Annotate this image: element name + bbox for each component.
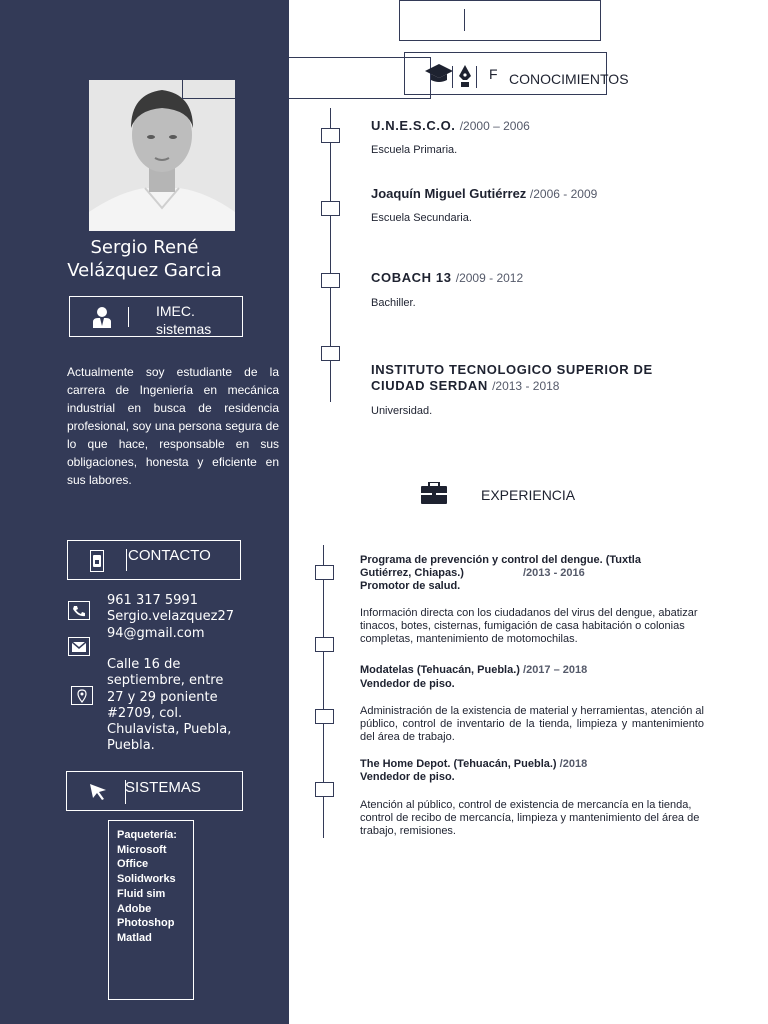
education-date: /2009 - 2012 <box>455 271 524 285</box>
education-item-title <box>371 270 523 285</box>
briefcase-icon <box>421 482 447 509</box>
education-school: U.N.E.S.C.O. <box>371 118 456 133</box>
profile-photo <box>89 80 235 231</box>
knowledge-heading-letter: F <box>489 66 498 82</box>
experience-role: Vendedor de piso. <box>360 678 455 690</box>
timeline-marker <box>315 782 334 797</box>
pen-nib-icon <box>458 64 472 93</box>
education-level: Universidad. <box>371 405 433 417</box>
experience-description: Atención al público, control de existencia de mercancía en la tienda, control de recibo de mercancía, limpieza y mantenimiento del área de trabajo, remisiones. <box>360 799 700 837</box>
timeline-marker <box>321 128 340 143</box>
timeline-marker <box>321 201 340 216</box>
experience-role: Promotor de salud. <box>360 580 461 592</box>
experience-date: /2017 – 2018 <box>523 664 588 676</box>
systems-item: Photoshop <box>117 917 175 930</box>
experience-item-title <box>360 664 706 677</box>
education-item-title <box>371 118 530 133</box>
timeline-marker <box>315 709 334 724</box>
timeline-marker <box>315 637 334 652</box>
systems-item: Adobe <box>117 902 152 915</box>
separator <box>452 66 453 88</box>
systems-item: Paquetería: <box>117 829 177 841</box>
contact-heading-box <box>67 540 241 580</box>
location-icon <box>71 686 93 705</box>
education-item-title-line1: INSTITUTO TECNOLOGICO SUPERIOR DE <box>371 362 653 377</box>
title-box <box>69 296 243 337</box>
systems-item: Office <box>117 858 149 871</box>
education-date: /2000 – 2006 <box>459 119 530 133</box>
experience-date: /2018 <box>559 758 588 770</box>
experience-description: Administración de la existencia de material y herramientas, atención al público, control de inventario de la tienda, limpieza y mantenimiento del área de trabajo. <box>360 705 704 743</box>
cursor-icon <box>89 783 107 806</box>
phone-icon <box>68 601 90 620</box>
systems-heading-box <box>66 771 243 811</box>
name-line-1: Sergio René <box>90 237 199 258</box>
experience-item-title-line1: Programa de prevención y control del dengue. (Tuxtla <box>360 554 641 566</box>
experience-heading: EXPERIENCIA <box>481 487 576 503</box>
timeline-marker <box>315 565 334 580</box>
separator <box>126 549 127 571</box>
systems-item: Solidworks <box>117 873 176 886</box>
top-frame <box>399 0 601 41</box>
systems-list <box>117 828 177 946</box>
timeline-marker <box>321 346 340 361</box>
education-school: CIUDAD SERDAN <box>371 378 488 393</box>
systems-item: Matlad <box>117 931 152 944</box>
systems-heading: SISTEMAS <box>125 779 201 796</box>
education-school: COBACH 13 <box>371 270 452 285</box>
about-text: Actualmente soy estudiante de la carrera de Ingeniería en mecánica industrial en busca de residencia profesional, soy una persona segura de lo que hace, responsable en sus obligaciones, honesta y eficiente en sus labores. <box>67 365 279 487</box>
experience-item-title <box>360 567 706 580</box>
education-level: Escuela Primaria. <box>371 144 458 156</box>
education-date: /2013 - 2018 <box>492 379 560 393</box>
businessman-icon <box>92 306 112 333</box>
experience-employer: Gutiérrez, Chiapas.) <box>360 567 464 579</box>
education-level: Escuela Secundaria. <box>371 212 472 224</box>
education-item-title <box>371 186 597 201</box>
phone-device-icon <box>90 550 104 572</box>
knowledge-heading: CONOCIMIENTOS <box>509 71 629 87</box>
education-school: Joaquín Miguel Gutiérrez <box>371 186 527 201</box>
experience-role: Vendedor de piso. <box>360 771 455 783</box>
title-label: IMEC. sistemas <box>156 303 212 337</box>
email-icon <box>68 637 90 656</box>
experience-date: /2013 - 2016 <box>523 567 585 579</box>
experience-employer: The Home Depot. (Tehuacán, Puebla.) <box>360 758 557 770</box>
name-line-2: Velázquez Garcia <box>67 260 222 281</box>
graduation-cap-icon <box>425 62 453 89</box>
contact-phone[interactable]: 961 317 5991 <box>107 593 198 608</box>
systems-item: Microsoft <box>117 843 167 856</box>
contact-email[interactable]: Sergio.velazquez2794@gmail.com <box>107 609 235 641</box>
education-date: /2006 - 2009 <box>529 187 598 201</box>
timeline-marker <box>321 273 340 288</box>
experience-employer: Modatelas (Tehuacán, Puebla.) <box>360 664 520 676</box>
contact-heading: CONTACTO <box>128 547 211 564</box>
experience-item-title <box>360 758 706 771</box>
separator <box>128 307 129 327</box>
overlap-frame <box>182 57 431 99</box>
education-level: Bachiller. <box>371 297 416 309</box>
separator <box>476 66 477 88</box>
systems-item: Fluid sim <box>117 887 166 900</box>
experience-description: Información directa con los ciudadanos del virus del dengue, abatizar tinacos, botes, cisternas, fumigación de casa habitación o colonias completas, mantenimiento de motomochilas. <box>360 607 698 645</box>
education-item-title <box>371 378 559 393</box>
top-frame-divider <box>464 9 465 31</box>
contact-address: Calle 16 de septiembre, entre 27 y 29 poniente #2709, col. Chulavista, Puebla, Puebla. <box>107 657 232 754</box>
